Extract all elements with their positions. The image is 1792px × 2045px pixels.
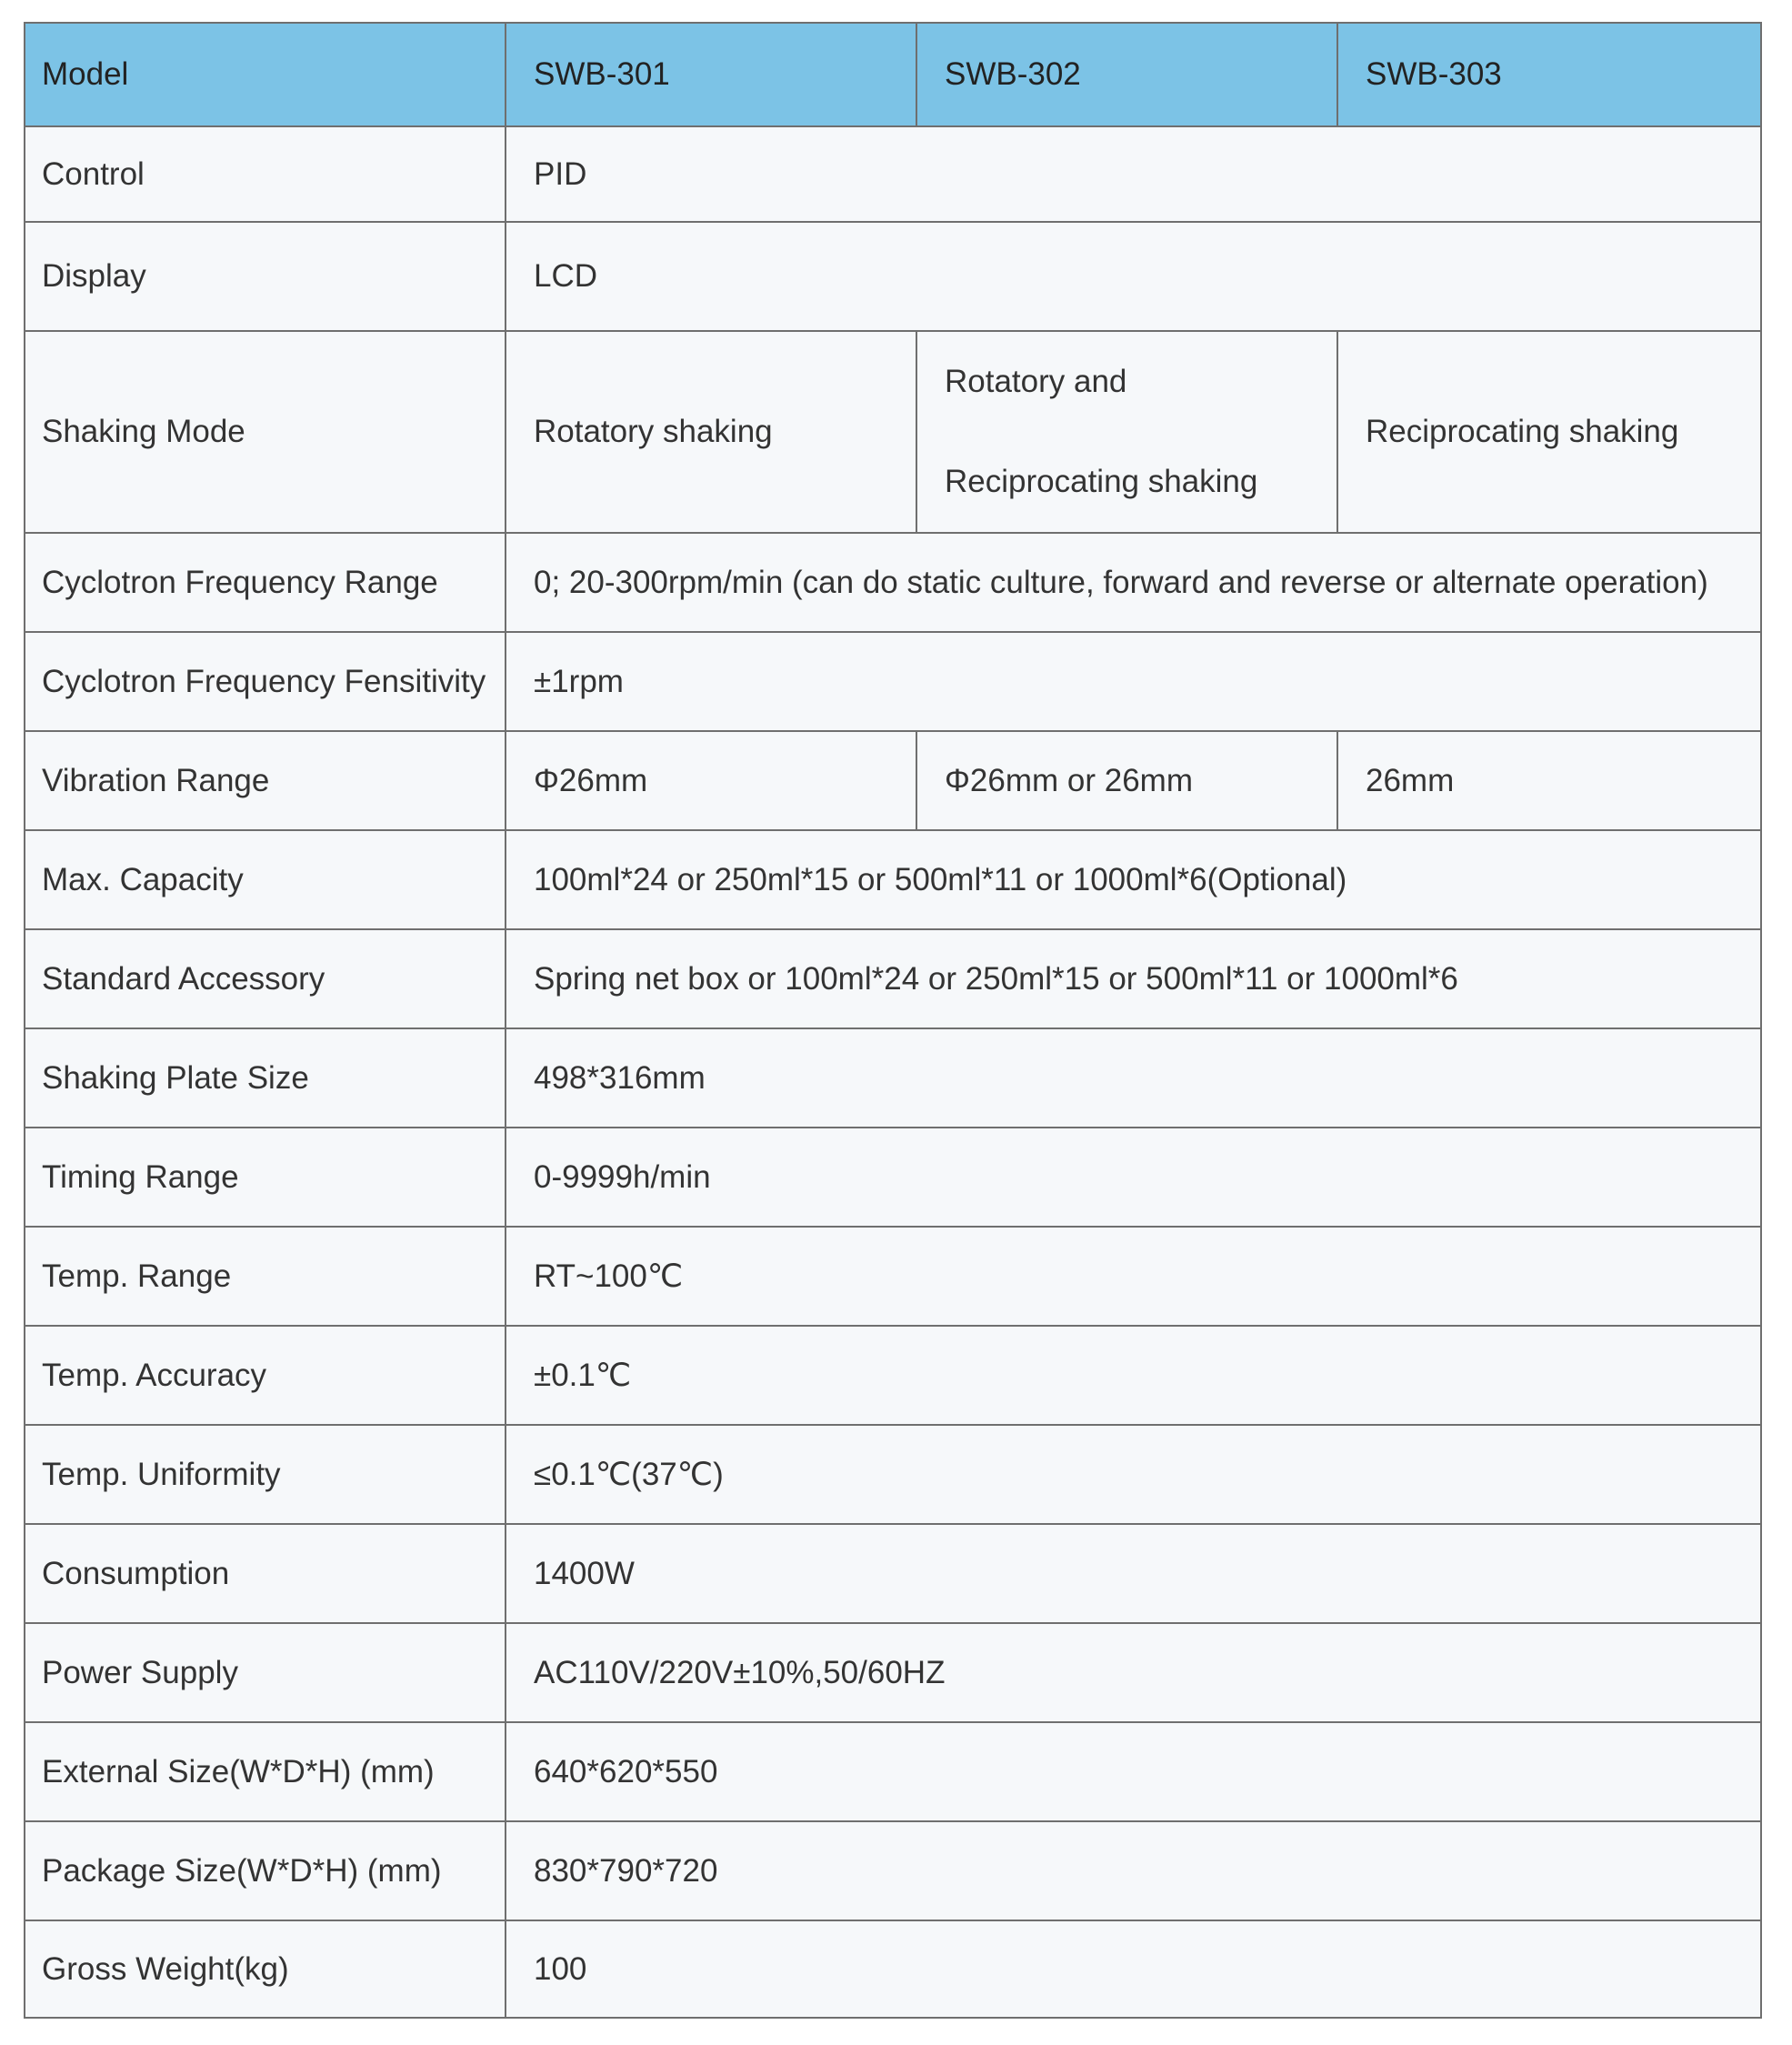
row-value: 830*790*720 [506, 1821, 1761, 1920]
row-value: PID [506, 126, 1761, 222]
table-row [25, 830, 1761, 929]
table-row [25, 1920, 1761, 2018]
shaking-mode-swb-302-line-1: Rotatory and [945, 364, 1127, 399]
row-value: ≤0.1℃(37℃) [506, 1425, 1761, 1524]
vibration-range-swb-301: Φ26mm [506, 731, 916, 830]
row-value: ±0.1℃ [506, 1326, 1761, 1425]
row-label: Consumption [25, 1524, 506, 1623]
row-label: Cyclotron Frequency Fensitivity [25, 632, 506, 731]
row-value: ±1rpm [506, 632, 1761, 731]
row-value: 498*316mm [506, 1028, 1761, 1128]
row-label: Power Supply [25, 1623, 506, 1722]
row-label: Display [25, 222, 506, 331]
row-value: 0; 20-300rpm/min (can do static culture, forward and reverse or alternate operation) [506, 533, 1761, 632]
row-label: Timing Range [25, 1128, 506, 1227]
row-label: Package Size(W*D*H) (mm) [25, 1821, 506, 1920]
shaking-mode-swb-302-line-2: Reciprocating shaking [945, 464, 1258, 499]
table-row [25, 126, 1761, 222]
table-header-row [25, 23, 1761, 126]
row-label: Control [25, 126, 506, 222]
row-value: 100 [506, 1920, 1761, 2018]
row-label: Max. Capacity [25, 830, 506, 929]
shaking-mode-swb-301: Rotatory shaking [506, 331, 916, 533]
row-value: Spring net box or 100ml*24 or 250ml*15 or 500ml*11 or 1000ml*6 [506, 929, 1761, 1028]
table-row [25, 1524, 1761, 1623]
table-row [25, 1623, 1761, 1722]
row-value: 640*620*550 [506, 1722, 1761, 1821]
table-row [25, 929, 1761, 1028]
row-value: LCD [506, 222, 1761, 331]
row-label: Shaking Mode [25, 331, 506, 533]
table-row [25, 1028, 1761, 1128]
table-row [25, 1128, 1761, 1227]
table-row [25, 331, 1761, 533]
table-row [25, 1425, 1761, 1524]
vibration-range-swb-303: 26mm [1337, 731, 1761, 830]
row-value: 1400W [506, 1524, 1761, 1623]
table-row [25, 731, 1761, 830]
row-value: 100ml*24 or 250ml*15 or 500ml*11 or 1000ml*6(Optional) [506, 830, 1761, 929]
row-label: Gross Weight(kg) [25, 1920, 506, 2018]
vibration-range-swb-302: Φ26mm or 26mm [916, 731, 1337, 830]
model-swb-301-header: SWB-301 [506, 23, 916, 126]
row-label: External Size(W*D*H) (mm) [25, 1722, 506, 1821]
table-row [25, 1227, 1761, 1326]
spec-table [24, 22, 1762, 2019]
row-value: RT~100℃ [506, 1227, 1761, 1326]
row-value: AC110V/220V±10%,50/60HZ [506, 1623, 1761, 1722]
row-label: Temp. Uniformity [25, 1425, 506, 1524]
row-label: Standard Accessory [25, 929, 506, 1028]
row-label: Temp. Accuracy [25, 1326, 506, 1425]
table-row [25, 1722, 1761, 1821]
table-row [25, 1821, 1761, 1920]
shaking-mode-swb-303: Reciprocating shaking [1337, 331, 1761, 533]
table-row [25, 1326, 1761, 1425]
model-swb-302-header: SWB-302 [916, 23, 1337, 126]
table-row [25, 533, 1761, 632]
model-header-label: Model [25, 23, 506, 126]
row-label: Temp. Range [25, 1227, 506, 1326]
table-row [25, 632, 1761, 731]
row-label: Vibration Range [25, 731, 506, 830]
table-row [25, 222, 1761, 331]
row-value: 0-9999h/min [506, 1128, 1761, 1227]
model-swb-303-header: SWB-303 [1337, 23, 1761, 126]
row-label: Shaking Plate Size [25, 1028, 506, 1128]
row-label: Cyclotron Frequency Range [25, 533, 506, 632]
shaking-mode-swb-302 [916, 331, 1337, 533]
